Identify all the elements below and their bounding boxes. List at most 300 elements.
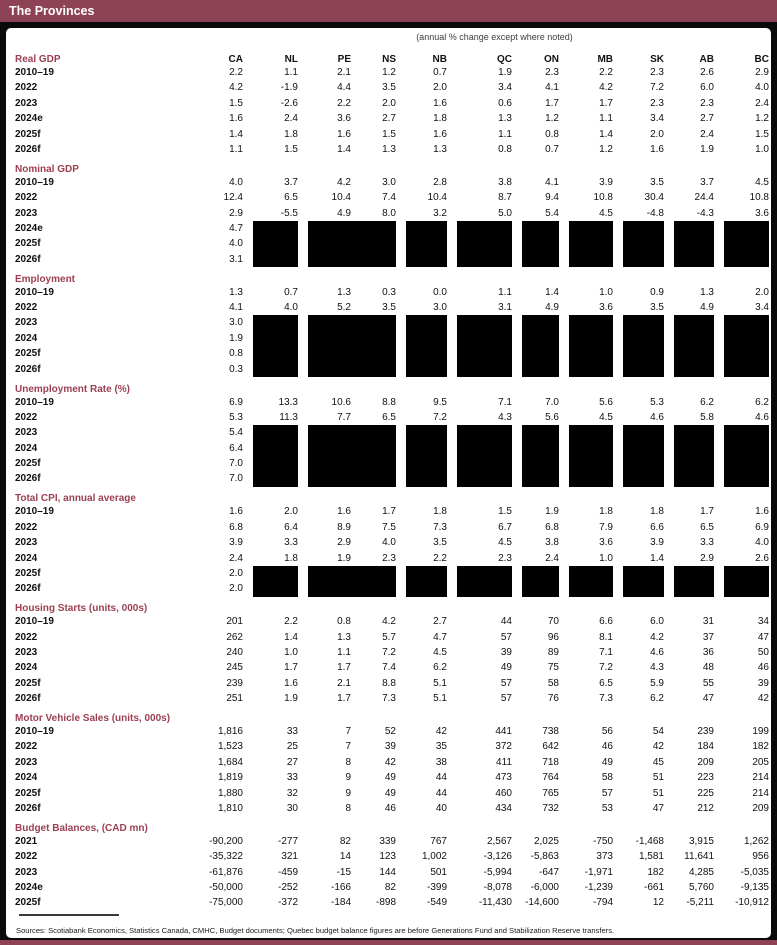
column-header: BC <box>754 54 769 65</box>
data-cell <box>664 471 714 486</box>
data-cell: 4.6 <box>755 411 769 423</box>
data-cell <box>613 315 664 330</box>
data-cell: 35 <box>435 741 447 753</box>
data-cell <box>512 331 559 346</box>
data-cell: 1.7 <box>545 97 559 109</box>
data-cell: -90,200 <box>209 835 243 847</box>
table-row <box>10 206 769 221</box>
data-cell: -5,994 <box>483 866 512 878</box>
data-cell: 45 <box>652 756 664 768</box>
data-cell <box>298 581 396 596</box>
redacted-cell <box>308 346 396 361</box>
table-row <box>10 504 769 519</box>
row-label: 2010–19 <box>15 726 54 738</box>
data-cell: 10.8 <box>593 192 613 204</box>
data-cell: 7.3 <box>599 693 613 705</box>
redacted-cell <box>253 425 298 440</box>
data-cell: -1.9 <box>280 82 298 94</box>
column-header: NL <box>284 54 298 65</box>
data-cell: -11,430 <box>478 897 512 909</box>
redacted-cell <box>569 456 613 471</box>
data-cell <box>559 252 613 267</box>
data-cell <box>447 252 512 267</box>
redacted-cell <box>457 236 512 251</box>
table-title-bar <box>0 0 777 22</box>
data-cell <box>298 331 396 346</box>
data-cell: 1.7 <box>599 97 613 109</box>
redacted-cell <box>308 236 396 251</box>
table-row <box>10 331 769 346</box>
data-cell: -166 <box>330 882 351 894</box>
section-header-row <box>10 487 769 505</box>
data-cell: 54 <box>652 726 664 738</box>
table-row <box>10 880 769 895</box>
redacted-cell <box>623 221 664 236</box>
data-cell: 1.3 <box>433 143 447 155</box>
row-label: 2024e <box>15 882 43 894</box>
data-cell: -10,912 <box>735 897 769 909</box>
data-cell: 39 <box>500 647 512 658</box>
data-cell: 3.3 <box>700 537 714 549</box>
redacted-cell <box>674 221 714 236</box>
redacted-cell <box>406 346 447 361</box>
data-cell <box>613 362 664 377</box>
data-cell: 3.6 <box>599 537 613 549</box>
data-cell: 2.3 <box>382 552 396 564</box>
table-row <box>10 285 769 300</box>
data-cell: 1.6 <box>229 113 243 125</box>
data-cell: 1.9 <box>498 67 512 78</box>
row-label: 2023 <box>15 317 38 329</box>
data-cell: 5.9 <box>650 677 664 689</box>
row-label: 2023 <box>15 647 38 658</box>
data-cell: 6.9 <box>755 521 769 533</box>
data-cell: 8.9 <box>337 521 351 533</box>
redacted-cell <box>406 566 447 581</box>
section-header-row <box>10 377 769 395</box>
data-cell: 34 <box>757 616 769 628</box>
data-cell <box>512 252 559 267</box>
data-cell: 70 <box>547 616 559 628</box>
redacted-cell <box>674 362 714 377</box>
redacted-cell <box>457 581 512 596</box>
data-cell: 1.3 <box>700 286 714 298</box>
column-header: SK <box>650 54 664 65</box>
data-cell: 214 <box>752 772 769 784</box>
redacted-cell <box>569 315 613 330</box>
data-cell <box>298 441 396 456</box>
redacted-cell <box>308 315 396 330</box>
data-cell: 2.6 <box>755 552 769 564</box>
data-cell <box>243 236 298 251</box>
row-label: 2022 <box>15 631 38 643</box>
data-cell <box>714 441 769 456</box>
data-cell <box>613 346 664 361</box>
data-cell: 1.7 <box>337 662 351 674</box>
redacted-cell <box>253 471 298 486</box>
data-cell: 3.0 <box>229 317 243 329</box>
data-cell <box>447 315 512 330</box>
data-cell: 57 <box>500 677 512 689</box>
redacted-cell <box>623 581 664 596</box>
data-cell <box>613 221 664 236</box>
data-cell: 4.0 <box>284 302 298 314</box>
data-cell: 4.2 <box>599 82 613 94</box>
table-row <box>10 80 769 95</box>
data-cell: 5.1 <box>433 693 447 705</box>
bottom-accent-strip <box>0 940 777 945</box>
table-row <box>10 739 769 754</box>
data-cell: 1.4 <box>229 128 243 140</box>
redacted-cell <box>522 331 559 346</box>
data-cell: -277 <box>277 835 298 847</box>
data-cell <box>714 566 769 581</box>
redacted-cell <box>674 566 714 581</box>
data-cell: -750 <box>592 835 613 847</box>
redacted-cell <box>623 362 664 377</box>
row-label: 2025f <box>15 677 41 689</box>
redacted-cell <box>253 566 298 581</box>
redacted-cell <box>569 346 613 361</box>
data-cell: 3.6 <box>755 207 769 219</box>
data-cell: 2.0 <box>229 567 243 579</box>
redacted-cell <box>674 456 714 471</box>
data-cell: 0.8 <box>498 143 512 155</box>
data-cell: 2.9 <box>229 207 243 219</box>
data-cell: 5.3 <box>229 411 243 423</box>
data-cell: 4.3 <box>498 411 512 423</box>
section-label: Housing Starts (units, 000s) <box>15 603 148 615</box>
data-cell <box>396 471 447 486</box>
data-cell: -9,135 <box>740 882 769 894</box>
redacted-cell <box>724 236 769 251</box>
data-cell <box>243 425 298 440</box>
data-cell <box>714 471 769 486</box>
redacted-cell <box>406 441 447 456</box>
data-cell: 5.6 <box>545 411 559 423</box>
data-cell: 10.8 <box>749 192 769 204</box>
data-cell <box>664 315 714 330</box>
redacted-cell <box>623 566 664 581</box>
data-cell: 31 <box>702 616 714 628</box>
data-cell <box>447 581 512 596</box>
redacted-cell <box>724 471 769 486</box>
data-cell: 10.4 <box>331 192 351 204</box>
data-cell <box>664 456 714 471</box>
redacted-cell <box>253 346 298 361</box>
redacted-cell <box>406 471 447 486</box>
data-cell <box>512 236 559 251</box>
data-cell: 75 <box>547 662 559 674</box>
data-cell: 1.1 <box>498 286 512 298</box>
data-cell: 0.7 <box>545 143 559 155</box>
table-row <box>10 96 769 111</box>
data-cell <box>512 471 559 486</box>
data-cell: 6.2 <box>433 662 447 674</box>
section-header-row <box>10 707 769 725</box>
data-cell: 51 <box>652 772 664 784</box>
redacted-cell <box>724 331 769 346</box>
redacted-cell <box>522 362 559 377</box>
data-cell <box>512 581 559 596</box>
data-cell: 42 <box>757 693 769 705</box>
row-label: 2023 <box>15 866 38 878</box>
data-cell <box>243 346 298 361</box>
data-cell: 82 <box>384 882 396 894</box>
data-cell <box>664 425 714 440</box>
redacted-cell <box>623 252 664 267</box>
redacted-cell <box>253 221 298 236</box>
data-cell: 1.5 <box>229 97 243 109</box>
data-cell: 49 <box>384 787 396 799</box>
data-cell: 3.6 <box>599 302 613 314</box>
data-cell: 2.3 <box>650 67 664 78</box>
data-cell: 1.9 <box>545 506 559 518</box>
data-cell: 1.6 <box>229 506 243 518</box>
row-label: 2026f <box>15 363 41 375</box>
data-cell: -4.3 <box>696 207 714 219</box>
table-row <box>10 895 769 910</box>
data-cell: 3,915 <box>688 835 714 847</box>
table-row <box>10 551 769 566</box>
redacted-cell <box>522 252 559 267</box>
data-cell: 3.8 <box>498 176 512 188</box>
column-header: ON <box>544 54 559 65</box>
data-cell: 9.5 <box>433 396 447 408</box>
row-label: 2026f <box>15 803 41 815</box>
data-cell <box>396 346 447 361</box>
data-cell: -1,468 <box>635 835 664 847</box>
data-cell: 6.4 <box>284 521 298 533</box>
data-cell <box>298 346 396 361</box>
redacted-cell <box>522 581 559 596</box>
data-cell: 4.1 <box>545 176 559 188</box>
data-cell: 209 <box>697 756 714 768</box>
redacted-cell <box>406 221 447 236</box>
table-row <box>10 801 769 816</box>
section-label: Motor Vehicle Sales (units, 000s) <box>15 713 171 725</box>
data-cell: 39 <box>757 677 769 689</box>
data-cell <box>512 566 559 581</box>
data-cell: 1.0 <box>599 552 613 564</box>
data-cell <box>447 441 512 456</box>
data-cell: 2.6 <box>700 67 714 78</box>
data-cell: 33 <box>286 726 298 738</box>
section-header-row <box>10 157 769 175</box>
table-row <box>10 410 769 425</box>
redacted-cell <box>569 425 613 440</box>
redacted-cell <box>724 581 769 596</box>
label-underline <box>19 914 119 916</box>
data-cell: 8.0 <box>382 207 396 219</box>
data-cell: 0.3 <box>229 363 243 375</box>
redacted-cell <box>674 425 714 440</box>
data-cell: 56 <box>601 726 613 738</box>
row-label: 2024e <box>15 113 43 125</box>
table-row <box>10 395 769 410</box>
data-cell: 182 <box>752 741 769 753</box>
row-label: 2010–19 <box>15 506 54 518</box>
data-cell: 7.5 <box>382 521 396 533</box>
data-cell <box>243 471 298 486</box>
redacted-cell <box>569 236 613 251</box>
data-cell: 9 <box>345 787 351 799</box>
row-label: 2023 <box>15 427 38 439</box>
data-cell: 50 <box>757 647 769 658</box>
data-cell: 52 <box>384 726 396 738</box>
data-cell: 144 <box>379 866 396 878</box>
data-cell: 0.8 <box>229 348 243 360</box>
data-cell: 321 <box>281 851 298 863</box>
data-cell: 5.0 <box>498 207 512 219</box>
row-label: 2026f <box>15 473 41 485</box>
data-cell: 3.6 <box>337 113 351 125</box>
data-cell: 2.0 <box>433 82 447 94</box>
redacted-cell <box>406 315 447 330</box>
table-row <box>10 566 769 581</box>
data-cell <box>396 566 447 581</box>
data-cell <box>396 331 447 346</box>
data-cell: 32 <box>286 787 298 799</box>
table-row <box>10 221 769 236</box>
table-row <box>10 755 769 770</box>
row-label: 2022 <box>15 82 38 94</box>
data-cell: -647 <box>538 866 559 878</box>
redacted-cell <box>406 456 447 471</box>
data-cell: 5,760 <box>688 882 714 894</box>
data-cell: 7.0 <box>229 458 243 470</box>
data-cell: 36 <box>702 647 714 658</box>
data-cell: 4.5 <box>755 176 769 188</box>
data-cell: 4.9 <box>700 302 714 314</box>
data-cell: 30.4 <box>644 192 664 204</box>
data-cell: 3.1 <box>229 253 243 265</box>
data-cell <box>664 441 714 456</box>
data-cell: 1.8 <box>433 506 447 518</box>
row-label: 2010–19 <box>15 396 54 408</box>
data-cell: 3.4 <box>498 82 512 94</box>
redacted-cell <box>569 566 613 581</box>
data-cell: 44 <box>435 772 447 784</box>
redacted-cell <box>569 362 613 377</box>
data-cell: 10.6 <box>331 396 351 408</box>
data-cell <box>559 581 613 596</box>
data-cell: 2.3 <box>545 67 559 78</box>
redacted-cell <box>623 441 664 456</box>
data-cell: 6.5 <box>700 521 714 533</box>
data-cell: 3.4 <box>755 302 769 314</box>
redacted-cell <box>308 221 396 236</box>
data-cell <box>512 456 559 471</box>
data-cell <box>447 236 512 251</box>
data-cell: 25 <box>286 741 298 753</box>
data-cell: -50,000 <box>209 882 243 894</box>
data-cell: 225 <box>697 787 714 799</box>
data-cell <box>664 346 714 361</box>
data-cell: 434 <box>495 803 512 815</box>
data-cell: 3.0 <box>433 302 447 314</box>
data-cell: 767 <box>430 835 447 847</box>
table-row <box>10 111 769 126</box>
data-cell <box>298 425 396 440</box>
redacted-cell <box>253 456 298 471</box>
data-cell: 44 <box>500 616 512 628</box>
data-cell: 201 <box>226 616 243 628</box>
data-cell: -4.8 <box>646 207 664 219</box>
redacted-cell <box>308 566 396 581</box>
row-label: 2022 <box>15 851 38 863</box>
table-row <box>10 535 769 550</box>
data-cell: 3.5 <box>433 537 447 549</box>
data-cell: 27 <box>286 756 298 768</box>
table-row <box>10 691 769 706</box>
data-cell: 3.7 <box>284 176 298 188</box>
data-cell: 47 <box>757 631 769 643</box>
table-row <box>10 252 769 267</box>
row-label: 2010–19 <box>15 616 54 628</box>
data-cell <box>714 331 769 346</box>
data-cell <box>559 362 613 377</box>
data-cell: 2.8 <box>433 176 447 188</box>
data-cell: 1.7 <box>337 693 351 705</box>
redacted-cell <box>623 425 664 440</box>
data-cell <box>243 221 298 236</box>
data-cell: 49 <box>500 662 512 674</box>
redacted-cell <box>623 236 664 251</box>
data-cell: 2.4 <box>700 128 714 140</box>
redacted-cell <box>522 346 559 361</box>
data-cell: 6.8 <box>229 521 243 533</box>
data-cell: 1.4 <box>599 128 613 140</box>
data-cell: 1.6 <box>650 143 664 155</box>
data-cell <box>613 331 664 346</box>
data-cell: 2.9 <box>755 67 769 78</box>
data-cell: 1.6 <box>433 128 447 140</box>
redacted-cell <box>253 362 298 377</box>
data-cell: 239 <box>697 726 714 738</box>
data-cell: 2.2 <box>229 67 243 78</box>
data-cell <box>447 346 512 361</box>
data-cell: 123 <box>379 851 396 863</box>
data-cell: 460 <box>495 787 512 799</box>
data-cell <box>714 581 769 596</box>
data-cell: 6.9 <box>229 396 243 408</box>
data-cell: -252 <box>277 882 298 894</box>
row-label: 2022 <box>15 411 38 423</box>
data-cell: 7.2 <box>599 662 613 674</box>
data-cell <box>512 315 559 330</box>
data-cell <box>714 456 769 471</box>
row-label: 2025f <box>15 787 41 799</box>
data-cell: 3.3 <box>284 537 298 549</box>
row-label: 2025f <box>15 348 41 360</box>
data-cell: 44 <box>435 787 447 799</box>
row-label: 2022 <box>15 192 38 204</box>
data-cell: 24.4 <box>694 192 714 204</box>
data-cell: 1.6 <box>337 128 351 140</box>
data-cell: 6.7 <box>498 521 512 533</box>
data-cell: 6.5 <box>284 192 298 204</box>
data-cell: 49 <box>384 772 396 784</box>
redacted-cell <box>674 315 714 330</box>
table-row <box>10 127 769 142</box>
redacted-cell <box>724 441 769 456</box>
redacted-cell <box>406 425 447 440</box>
data-cell: 1.8 <box>650 506 664 518</box>
redacted-cell <box>406 581 447 596</box>
redacted-cell <box>457 425 512 440</box>
data-cell: 1.5 <box>382 128 396 140</box>
